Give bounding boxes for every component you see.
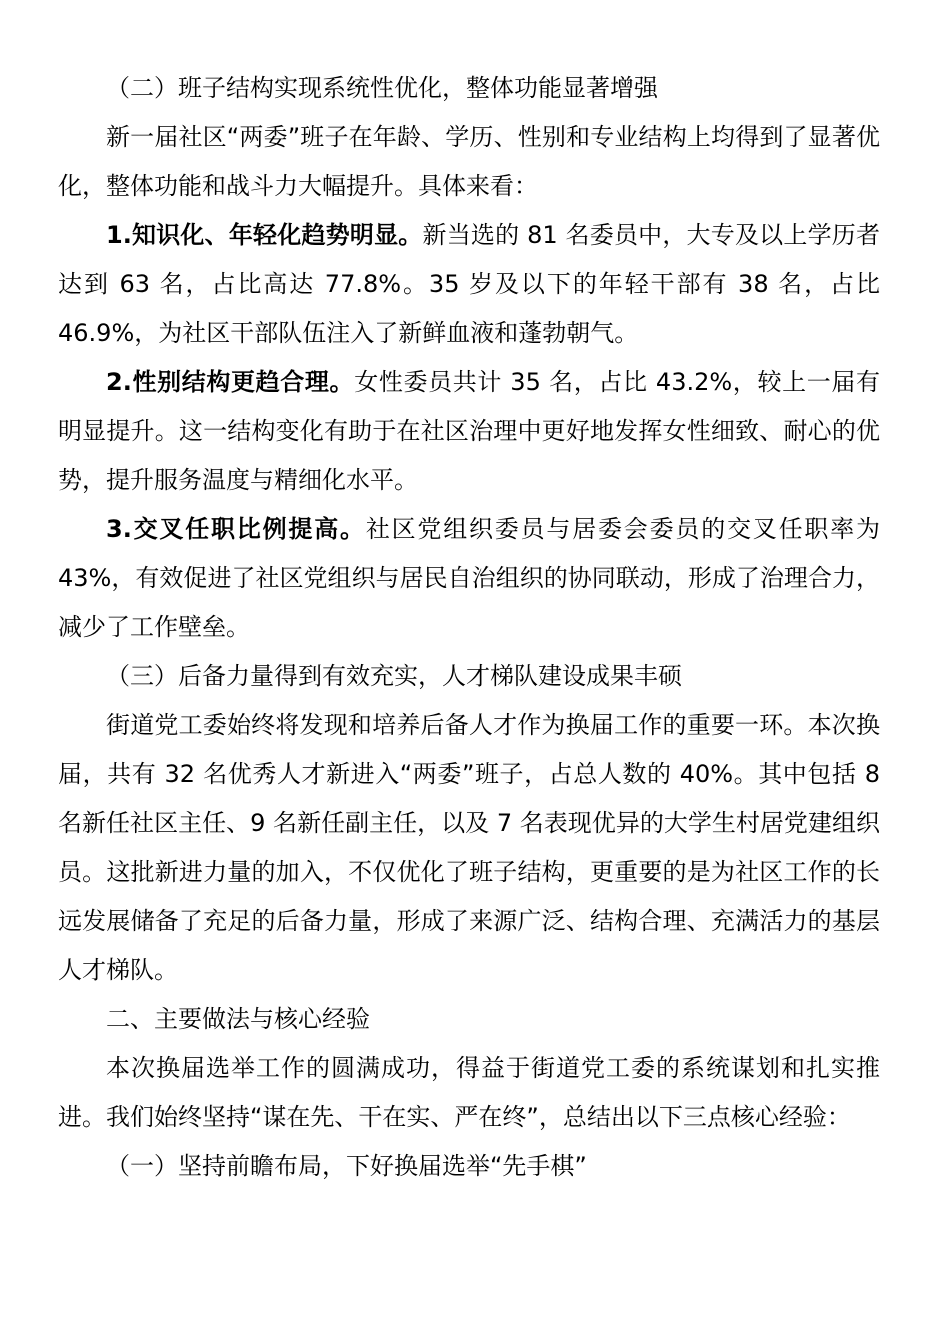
document-body bbox=[58, 64, 880, 1191]
point-knowledge-youth bbox=[58, 211, 880, 358]
practices-intro-paragraph: 本次换届选举工作的圆满成功，得益于街道党工委的系统谋划和扎实推进。我们始终坚持“谋在先、干在实、严在终”，总结出以下三点核心经验： bbox=[58, 1054, 880, 1131]
point-lead: 1.知识化、年轻化趋势明显。 bbox=[106, 221, 423, 249]
point-gender-structure bbox=[58, 358, 880, 505]
point-text: 女性委员共计 35 名，占比 43.2%，较上一届有明显提升。这一结构变化有助于在社区治理中更好地发挥女性细致、耐心的优势，提升服务温度与精细化水平。 bbox=[58, 368, 880, 494]
chapter-heading-practices: 二、主要做法与核心经验 bbox=[106, 1005, 370, 1033]
point-lead: 2.性别结构更趋合理。 bbox=[106, 368, 355, 396]
point-text: 新当选的 81 名委员中，大专及以上学历者达到 63 名，占比高达 77.8%。35 岁及以下的年轻干部有 38 名，占比 46.9%，为社区干部队伍注入了新鲜血液和蓬勃朝气。 bbox=[58, 221, 880, 347]
section-heading-structure-optimization: （二）班子结构实现系统性优化，整体功能显著增强 bbox=[106, 74, 658, 102]
intro-paragraph: 新一届社区“两委”班子在年龄、学历、性别和专业结构上均得到了显著优化，整体功能和战斗力大幅提升。具体来看： bbox=[58, 123, 880, 200]
section-heading-forward-planning: （一）坚持前瞻布局，下好换届选举“先手棋” bbox=[106, 1152, 587, 1180]
point-text: 社区党组织委员与居委会委员的交叉任职率为 43%，有效促进了社区党组织与居民自治组织的协同联动，形成了治理合力，减少了工作壁垒。 bbox=[58, 515, 880, 641]
point-cross-appointment bbox=[58, 505, 880, 652]
reserve-talent-paragraph: 街道党工委始终将发现和培养后备人才作为换届工作的重要一环。本次换届，共有 32 名优秀人才新进入“两委”班子，占总人数的 40%。其中包括 8 名新任社区主任、9 名新任副主任，以及 7 名表现优异的大学生村居党建组织员。这批新进力量的加入，不仅优化了班子结构，更重要的是为社区工作的长远发展储备了充足的后备力量，形成了来源广泛、结构合理、充满活力的基层人才梯队。 bbox=[58, 711, 880, 984]
point-lead: 3.交叉任职比例提高。 bbox=[106, 515, 366, 543]
section-heading-reserve-talent: （三）后备力量得到有效充实，人才梯队建设成果丰硕 bbox=[106, 662, 682, 690]
